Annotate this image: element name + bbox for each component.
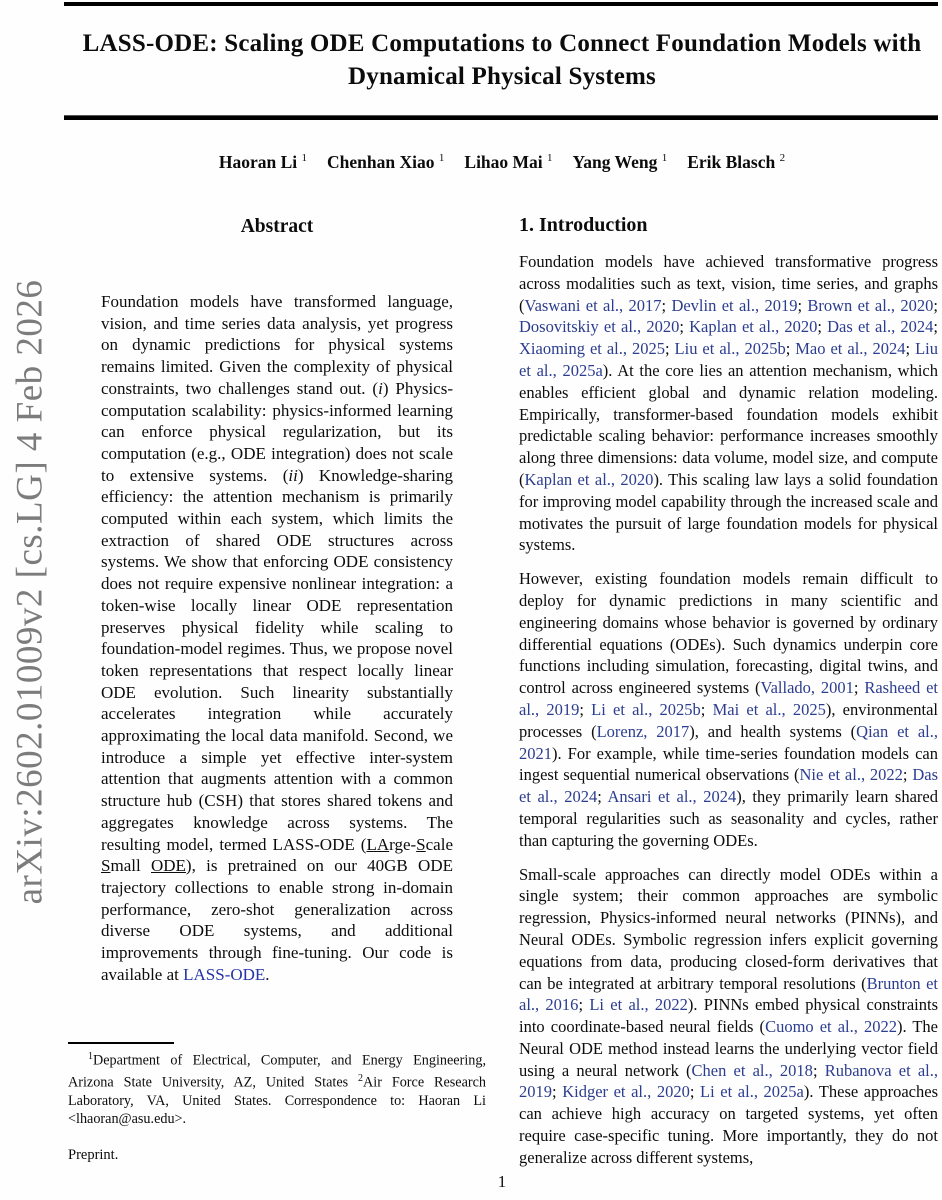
paper-title-line2: Dynamical Physical Systems	[348, 63, 656, 90]
text-segment: Air Force Research Laboratory, VA, United States. Correspondence to: Haoran Li <lhaoran@asu.edu>.	[68, 1074, 486, 1128]
text-segment: Foundation models have transformed language, vision, and time series data analysis, yet progress on dynamic predictions for physical systems remains limited. Given the complexity of physical constraints, two challenges stand out. (	[101, 292, 453, 398]
text-segment: ), they primarily learn shared temporal regularities such as seasonality and cycles, rather than capturing the governing ODEs.	[519, 787, 938, 850]
citation-link[interactable]: Qian et al., 2021	[519, 721, 938, 763]
affiliation-footnote	[68, 1048, 486, 1128]
citation-link[interactable]: Li et al., 2025a	[700, 1082, 804, 1102]
text-segment: ;	[853, 678, 865, 698]
text-segment: ;	[679, 317, 690, 337]
text-segment: ODE	[150, 856, 186, 876]
author-name: Yang Weng $^1$	[572, 152, 668, 172]
paper-title-line1: LASS-ODE: Scaling ODE Computations to Connect Foundation Models with	[82, 30, 922, 57]
author-name: Chenhan Xiao $^1$	[327, 152, 445, 172]
intro-paragraph-2	[519, 568, 938, 851]
text-segment: ). For example, while time-series foundation models can ingest sequential numerical observations (	[519, 743, 938, 785]
text-segment: ;	[661, 295, 672, 315]
citation-link[interactable]: Cuomo et al., 2022	[765, 1017, 897, 1037]
text-segment: ), and health systems (	[689, 721, 857, 741]
text-segment: ;	[905, 339, 916, 359]
citation-link[interactable]: Brunton et al., 2016	[519, 973, 938, 1015]
text-segment: ;	[689, 1082, 701, 1102]
title-rule	[64, 115, 938, 120]
author-list	[66, 152, 938, 173]
citation-link[interactable]: Das et al., 2024	[519, 765, 938, 807]
arxiv-watermark: arXiv:2602.01009v2 [cs.LG] 4 Feb 2026	[9, 279, 51, 905]
text-segment: ;	[933, 295, 938, 315]
citation-link[interactable]: Nie et al., 2022	[799, 765, 903, 785]
text-segment: ;	[812, 1060, 825, 1080]
author-name: Haoran Li $^1$	[218, 152, 308, 172]
citation-link[interactable]: Chen et al., 2018	[691, 1060, 813, 1080]
citation-link[interactable]: Liu et al., 2025a	[519, 339, 938, 380]
text-segment: .	[265, 964, 270, 984]
citation-link[interactable]: Rasheed et al., 2019	[519, 678, 939, 719]
citation-link[interactable]: Mai et al., 2025	[712, 699, 826, 719]
text-segment: i	[378, 378, 383, 398]
text-segment: ;	[578, 995, 590, 1015]
citation-link[interactable]: Mao et al., 2024	[795, 339, 906, 359]
text-segment: S	[101, 856, 111, 876]
paper-title	[66, 27, 938, 93]
text-segment: ;	[902, 765, 913, 785]
intro-paragraph-1	[519, 251, 938, 556]
text-segment: ;	[700, 699, 713, 719]
text-segment: LA	[366, 834, 390, 854]
text-segment: ) Physics-computation scalability: physics-informed learning can enforce physical regularization, but its computation (e.g., ODE integration) does not scale to extensive systems. (	[101, 378, 453, 485]
citation-link[interactable]: Xiaoming et al., 2025	[519, 339, 665, 359]
text-segment: Small-scale approaches can directly model ODEs within a single system; their common approaches are symbolic regression, Physics-informed neural networks (PINNs), and Neural ODEs. Symbolic regression infers explicit governing equations from data, producing closed-form derivatives that can be integrated at arbitrary temporal resolutions (	[519, 864, 938, 993]
text-segment: ;	[817, 317, 828, 337]
intro-paragraph-3	[519, 864, 938, 1169]
text-segment: ). This scaling law lays a solid foundation for improving model capability through the increased scale and motivates the pursuit of large foundation models for physical systems.	[519, 469, 938, 555]
text-segment: S	[416, 834, 426, 854]
text-segment: ) Knowledge-sharing efficiency: the attention mechanism is primarily computed within each system, which limits the extraction of shared ODE structures across systems. We show that enforcing ODE consistency does not require expensive nonlinear integration: a token-wise locally linear ODE representation preserves physical fidelity while scaling to foundation-model regimes. Thus, we propose novel token representations that respect locally linear ODE evolution. Such linearity substantially accelerates integration while accurately approximating the local data manifold. Second, we introduce a simple yet effective inter-system attention that augments attention with a common structure hub (CSH) that stores shared tokens and aggregates knowledge across systems. The resulting model, termed LASS-ODE (	[101, 465, 453, 854]
text-segment: 2	[358, 1072, 364, 1084]
citation-link[interactable]: Rubanova et al., 2019	[519, 1060, 938, 1102]
citation-link[interactable]: Dosovitskiy et al., 2020	[519, 317, 680, 337]
text-segment: ). The Neural ODE method instead learns the underlying vector field using a neural network (	[519, 1017, 939, 1080]
author-affiliation-sup: 1	[547, 152, 553, 165]
author-name: Lihao Mai $^1$	[464, 152, 553, 172]
text-segment: However, existing foundation models remain difficult to deploy for dynamic predictions in many scientific and engineering domains whose behavior is governed by ordinary differential equations (ODEs). Such dynamics underpin core functions including simulation, forecasting, digital twins, and control across engineered systems (	[519, 569, 938, 698]
preprint-note: Preprint.	[68, 1147, 119, 1164]
citation-link[interactable]: Li et al., 2025b	[591, 699, 701, 719]
text-segment: ;	[785, 339, 796, 359]
code-repo-link[interactable]: LASS-ODE	[183, 964, 266, 984]
page-number: 1	[497, 1172, 507, 1191]
top-rule	[64, 2, 938, 6]
citation-link[interactable]: Kaplan et al., 2020	[689, 317, 818, 337]
text-segment: ;	[933, 317, 938, 337]
author-affiliation-sup: 2	[779, 152, 786, 165]
citation-link[interactable]: Kaplan et al., 2020	[524, 469, 654, 489]
text-segment: Department of Electrical, Computer, and Energy Engineering, Arizona State University, AZ, United States	[68, 1052, 486, 1091]
citation-link[interactable]: Li et al., 2022	[589, 995, 688, 1015]
text-segment: ;	[552, 1082, 563, 1102]
text-segment: Foundation models have achieved transformative progress across modalities such as text, vision, time series, and graphs (	[519, 252, 938, 315]
text-segment: mall	[110, 856, 151, 876]
text-segment: cale	[425, 834, 453, 854]
abstract-text	[101, 291, 453, 986]
citation-link[interactable]: Kidger et al., 2020	[562, 1082, 690, 1102]
author-affiliation-sup: 1	[438, 152, 445, 165]
right-column	[519, 214, 938, 1181]
text-segment: ;	[579, 699, 592, 719]
text-segment: ;	[797, 295, 808, 315]
citation-link[interactable]: Devlin et al., 2019	[671, 295, 798, 315]
text-segment: ). PINNs embed physical constraints into coordinate-based neural fields (	[519, 995, 938, 1037]
citation-link[interactable]: Lorenz, 2017	[596, 721, 690, 741]
text-segment: ). At the core lies an attention mechanism, which enables efficient global and dynamic relation modeling. Empirically, transformer-based foundation models exhibit predictable scaling behavior: performance increases smoothly along three dimensions: data volume, model size, and compute (	[519, 360, 938, 489]
citation-link[interactable]: Das et al., 2024	[827, 317, 934, 337]
author-affiliation-sup: 1	[661, 152, 668, 165]
section-heading-introduction: 1. Introduction	[519, 214, 648, 236]
footnote-rule	[68, 1042, 174, 1044]
text-segment: 1	[88, 1051, 93, 1062]
author-name: Erik Blasch $^2$	[687, 152, 786, 172]
citation-link[interactable]: Brown et al., 2020	[807, 295, 934, 315]
text-segment: ii	[288, 465, 298, 485]
author-affiliation-sup: 1	[301, 152, 308, 165]
text-segment: ). These approaches can achieve high accuracy on targeted systems, yet often require case-specific tuning. More importantly, they do not generalize across different systems,	[519, 1082, 939, 1167]
text-segment: ), is pretrained on our 40GB ODE trajectory collections to enable strong in-domain performance, zero-shot generalization across diverse ODE systems, and additional improvements through fine-tuning. Our code is available at	[101, 856, 453, 984]
left-column	[68, 216, 486, 986]
footnote-block	[68, 1042, 486, 1164]
citation-link[interactable]: Ansari et al., 2024	[607, 787, 737, 807]
citation-link[interactable]: Vallado, 2001	[760, 678, 854, 698]
text-segment: rge-	[389, 834, 417, 854]
text-segment: ), environmental processes (	[519, 699, 938, 741]
text-segment: ;	[597, 787, 608, 807]
citation-link[interactable]: Liu et al., 2025b	[674, 339, 786, 359]
text-segment: ;	[664, 339, 675, 359]
abstract-heading: Abstract	[240, 216, 314, 237]
citation-link[interactable]: Vaswani et al., 2017	[524, 295, 662, 315]
